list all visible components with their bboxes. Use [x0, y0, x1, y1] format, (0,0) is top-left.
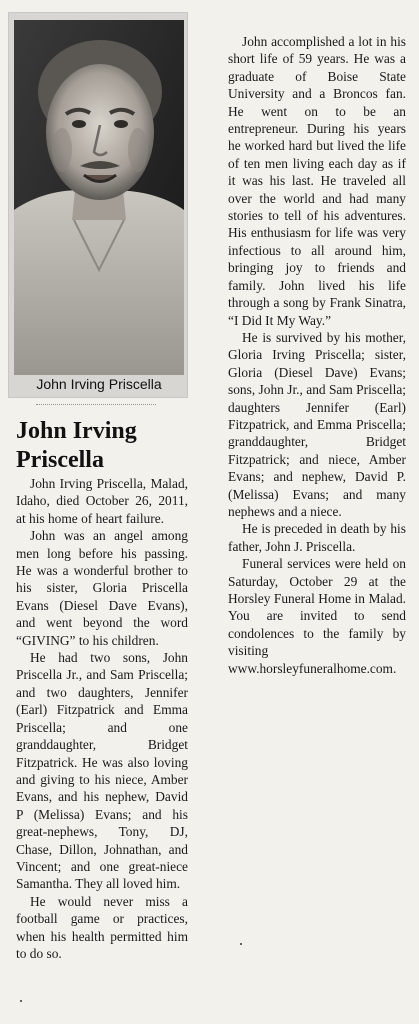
- print-speck: [20, 1000, 22, 1002]
- clipped-text-remnant: [36, 398, 156, 405]
- paragraph: He is survived by his mother, Gloria Irving Priscella; sister, Gloria (Diesel Dave) Evans; sons, John Jr., and Sam Priscella; daughters Jennifer (Earl) Fitzpatrick, and Emma Priscella; granddaughter, Bridget Fitzpatrick; and niece, Amber Evans; and nephew, David P. (Melissa) Evans; and many nephews and a niece.: [228, 329, 406, 519]
- paragraph: John was an angel among men long before his passing. He was a wonderful brother to his sister, Gloria Priscella Evans (Diesel Dave Evans), and went beyond the word “GIVING” to his children.: [16, 528, 188, 648]
- paragraph: John accomplished a lot in his short life of 59 years. He was a graduate of Boise State University and a Broncos fan. He went on to be an entrepreneur. During his years he worked hard but lived the life of ten men living each day as if it was his last. He traveled all over the world and had many stories to tell of his adventures. His enthusiasm for life was very infectious to all around him, bringing joy to friends and family. John lived his life through a song by Frank Sinatra, “I Did It My Way.”: [228, 34, 406, 328]
- paragraph: Funeral services were held on Saturday, October 29 at the Horsley Funeral Home in Malad. You are invited to send condolences to the family by visiting www.horsleyfuneralhome.com.: [228, 556, 406, 676]
- obituary-headline: John Irving Priscella: [16, 418, 137, 473]
- paragraph: He would never miss a football game or practices, when his health permitted him to do so.: [16, 893, 188, 961]
- paragraph: He is preceded in death by his father, John J. Priscella.: [228, 521, 406, 554]
- paragraph: John Irving Priscella, Malad, Idaho, died October 26, 2011, at his home of heart failure.: [16, 476, 188, 526]
- left-column: [16, 475, 188, 962]
- photo-caption: John Irving Priscella: [36, 376, 162, 392]
- portrait-photo: [14, 20, 184, 375]
- paragraph: He had two sons, John Priscella Jr., and Sam Priscella; and two daughters, Jennifer (Earl) Fitzpatrick and Emma Priscella; and one granddaughter, Bridget Fitzpatrick. He was also loving and giving to his niece, Amber Evans, and his nephew, David P (Melissa) Evans; and his great-nephews, Tony, DJ, Chase, Dillon, Johnathan, and Vincent; and one great-niece Samantha. They all loved him.: [16, 650, 188, 892]
- right-column: [228, 33, 406, 677]
- print-speck: [240, 943, 242, 945]
- photo-frame: [8, 12, 188, 398]
